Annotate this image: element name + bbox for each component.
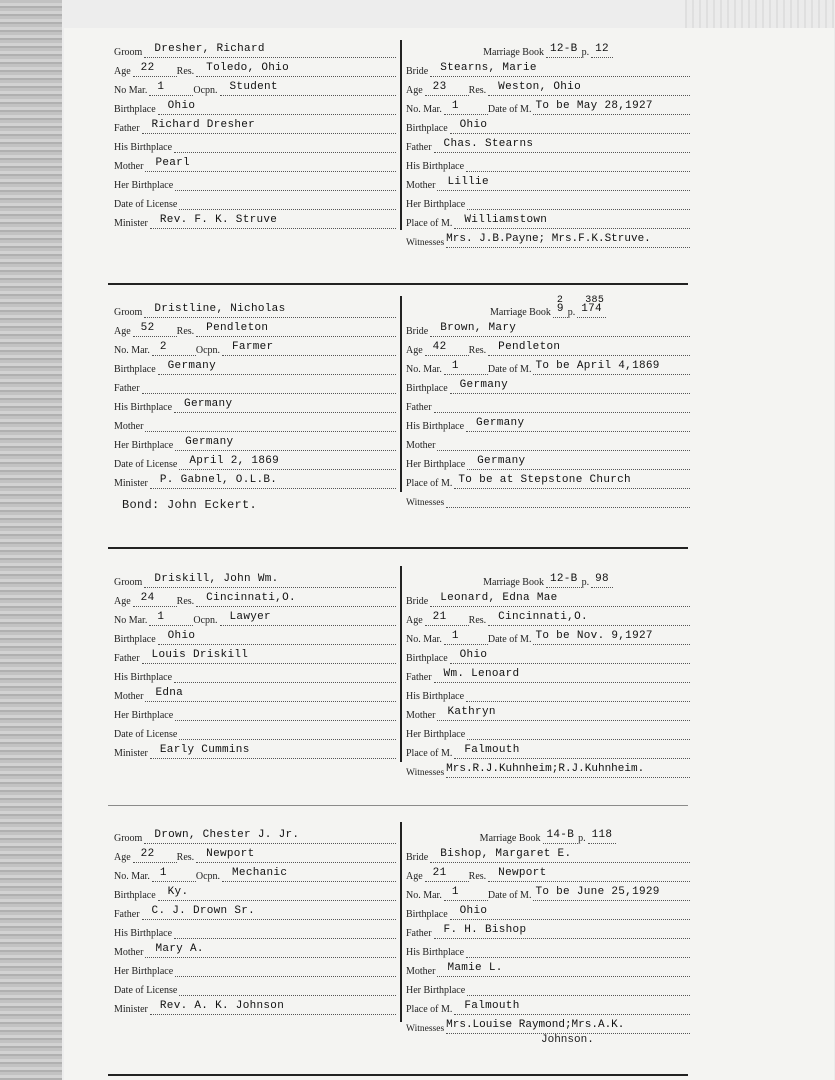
bride-birthplace: Ohio xyxy=(450,904,690,920)
groom-father-birthplace: Germany xyxy=(174,397,396,413)
witnesses-label: Witnesses xyxy=(406,768,445,778)
his-birthplace-label: His Birthplace xyxy=(406,421,465,432)
bride-age: 23 xyxy=(425,80,469,96)
groom-no-mar: 1 xyxy=(149,610,193,626)
minister-label: Minister xyxy=(114,478,148,489)
bride-mother: Lillie xyxy=(437,175,690,191)
groom-father xyxy=(142,378,396,394)
age-label: Age xyxy=(406,871,423,882)
her-birthplace-label: Her Birthplace xyxy=(406,199,466,210)
minister-name: Rev. A. K. Johnson xyxy=(150,999,396,1015)
mother-label: Mother xyxy=(114,421,144,432)
witnesses-label: Witnesses xyxy=(406,498,445,508)
bride-mother: Mamie L. xyxy=(437,961,690,977)
nomar-label: No. Mar. xyxy=(406,104,442,115)
age-label: Age xyxy=(114,852,131,863)
groom-name: Driskill, John Wm. xyxy=(144,572,396,588)
minister-label: Minister xyxy=(114,748,148,759)
her-birthplace-label: Her Birthplace xyxy=(114,440,174,451)
groom-mother xyxy=(145,416,396,432)
groom-birthplace: Ohio xyxy=(158,629,396,645)
minister-name: Early Cummins xyxy=(150,743,396,759)
groom-mother: Edna xyxy=(145,686,396,702)
his-birthplace-label: His Birthplace xyxy=(406,947,465,958)
record-separator xyxy=(108,547,688,549)
marriage-record xyxy=(108,40,688,248)
res-label: Res. xyxy=(176,852,195,863)
groom-residence: Pendleton xyxy=(196,321,396,337)
bride-residence: Newport xyxy=(488,866,690,882)
father-label: Father xyxy=(114,653,140,664)
nomar-label: No. Mar. xyxy=(114,871,150,882)
mother-label: Mother xyxy=(114,947,144,958)
groom-father-birthplace xyxy=(174,667,396,683)
bride-birthplace: Ohio xyxy=(450,648,690,664)
birthplace-label: Birthplace xyxy=(406,383,448,394)
bride-residence: Cincinnati,O. xyxy=(488,610,690,626)
groom-father: Louis Driskill xyxy=(142,648,396,664)
bride-father: Chas. Stearns xyxy=(434,137,690,153)
groom-label: Groom xyxy=(114,833,143,844)
bride-birthplace: Ohio xyxy=(450,118,690,134)
bride-mother xyxy=(437,435,690,451)
groom-occupation: Farmer xyxy=(222,340,396,356)
witnesses-label: Witnesses xyxy=(406,238,445,248)
license-date xyxy=(179,724,396,740)
age-label: Age xyxy=(406,345,423,356)
ocpn-label: Ocpn. xyxy=(193,85,218,96)
bride-age: 42 xyxy=(425,340,469,356)
groom-father-birthplace xyxy=(174,923,396,939)
groom-father: Richard Dresher xyxy=(142,118,396,134)
age-label: Age xyxy=(114,596,131,607)
groom-age: 52 xyxy=(133,321,177,337)
license-label: Date of License xyxy=(114,985,178,996)
res-label: Res. xyxy=(176,66,195,77)
bride-mother-birthplace: Germany xyxy=(467,454,690,470)
license-date xyxy=(179,194,396,210)
nomar-label: No. Mar. xyxy=(406,890,442,901)
groom-age: 22 xyxy=(133,847,177,863)
res-label: Res. xyxy=(468,615,487,626)
mother-label: Mother xyxy=(406,440,436,451)
marriage-book-page xyxy=(577,295,606,318)
record-separator xyxy=(108,1074,688,1076)
bride-father-birthplace: Germany xyxy=(466,416,690,432)
date-of-marriage: To be June 25,1929 xyxy=(533,885,690,901)
minister-name: Rev. F. K. Struve xyxy=(150,213,396,229)
his-birthplace-label: His Birthplace xyxy=(406,161,465,172)
bride-label: Bride xyxy=(406,596,429,607)
bride-no-mar: 1 xyxy=(444,99,488,115)
bride-label: Bride xyxy=(406,326,429,337)
date-of-marriage-label: Date of M. xyxy=(487,634,532,645)
father-label: Father xyxy=(406,928,432,939)
date-of-marriage: To be May 28,1927 xyxy=(533,99,690,115)
book-label: Marriage Book xyxy=(479,833,541,844)
father-label: Father xyxy=(406,142,432,153)
place-label: Place of M. xyxy=(406,218,453,229)
groom-label: Groom xyxy=(114,307,143,318)
date-of-marriage-label: Date of M. xyxy=(487,104,532,115)
date-of-marriage-label: Date of M. xyxy=(487,890,532,901)
age-label: Age xyxy=(406,85,423,96)
mother-label: Mother xyxy=(114,161,144,172)
groom-birthplace: Ky. xyxy=(158,885,396,901)
place-of-marriage: Williamstown xyxy=(454,213,690,229)
page-superscript: 385 xyxy=(585,295,605,306)
groom-mother-birthplace xyxy=(175,961,396,977)
birthplace-label: Birthplace xyxy=(406,123,448,134)
birthplace-label: Birthplace xyxy=(114,104,156,115)
groom-name: Dresher, Richard xyxy=(144,42,396,58)
license-label: Date of License xyxy=(114,729,178,740)
ocpn-label: Ocpn. xyxy=(193,615,218,626)
page-label: p. xyxy=(578,833,586,844)
father-label: Father xyxy=(406,672,432,683)
his-birthplace-label: His Birthplace xyxy=(114,142,173,153)
bride-father: F. H. Bishop xyxy=(434,923,690,939)
marriage-record xyxy=(108,566,688,778)
her-birthplace-label: Her Birthplace xyxy=(406,985,466,996)
column-divider xyxy=(400,40,402,230)
her-birthplace-label: Her Birthplace xyxy=(114,710,174,721)
place-label: Place of M. xyxy=(406,748,453,759)
witnesses: Mrs.Louise Raymond;Mrs.A.K. xyxy=(446,1018,690,1034)
res-label: Res. xyxy=(468,871,487,882)
groom-father: C. J. Drown Sr. xyxy=(142,904,396,920)
witnesses xyxy=(446,492,690,508)
groom-occupation: Mechanic xyxy=(222,866,396,882)
bride-mother-birthplace xyxy=(467,980,690,996)
place-of-marriage: Falmouth xyxy=(454,999,690,1015)
nomar-label: No Mar. xyxy=(114,615,148,626)
age-label: Age xyxy=(114,326,131,337)
license-date xyxy=(179,980,396,996)
bride-no-mar: 1 xyxy=(444,885,488,901)
groom-label: Groom xyxy=(114,577,143,588)
groom-no-mar: 1 xyxy=(149,80,193,96)
her-birthplace-label: Her Birthplace xyxy=(406,459,466,470)
license-label: Date of License xyxy=(114,459,178,470)
groom-no-mar: 1 xyxy=(152,866,196,882)
father-label: Father xyxy=(114,123,140,134)
his-birthplace-label: His Birthplace xyxy=(114,402,173,413)
witnesses-continued: Johnson. xyxy=(541,1034,594,1046)
her-birthplace-label: Her Birthplace xyxy=(406,729,466,740)
marriage-record xyxy=(108,295,688,512)
bride-mother: Kathryn xyxy=(437,705,690,721)
minister-label: Minister xyxy=(114,218,148,229)
bride-label: Bride xyxy=(406,852,429,863)
column-divider xyxy=(400,822,402,1022)
bride-no-mar: 1 xyxy=(444,359,488,375)
ocpn-label: Ocpn. xyxy=(195,871,221,882)
birthplace-label: Birthplace xyxy=(114,634,156,645)
bond-note: Bond: John Eckert. xyxy=(122,498,258,512)
record-separator xyxy=(108,805,688,806)
bride-label: Bride xyxy=(406,66,429,77)
groom-name: Dristline, Nicholas xyxy=(144,302,396,318)
nomar-label: No. Mar. xyxy=(406,364,442,375)
bride-name: Brown, Mary xyxy=(430,321,690,337)
bride-father xyxy=(434,397,690,413)
bride-father-birthplace xyxy=(466,156,690,172)
his-birthplace-label: His Birthplace xyxy=(114,672,173,683)
age-label: Age xyxy=(406,615,423,626)
groom-mother-birthplace: Germany xyxy=(175,435,396,451)
marriage-book-page: 12 xyxy=(591,42,613,58)
res-label: Res. xyxy=(176,326,195,337)
groom-no-mar: 2 xyxy=(152,340,196,356)
groom-birthplace: Germany xyxy=(158,359,396,375)
bride-name: Bishop, Margaret E. xyxy=(430,847,690,863)
his-birthplace-label: His Birthplace xyxy=(406,691,465,702)
bride-father-birthplace xyxy=(466,686,690,702)
marriage-book-value: 9 xyxy=(556,303,564,315)
groom-occupation: Student xyxy=(220,80,396,96)
birthplace-label: Birthplace xyxy=(114,364,156,375)
bride-father-birthplace xyxy=(466,942,690,958)
marriage-book-page-value: 174 xyxy=(581,303,602,315)
marriage-book xyxy=(553,295,568,318)
witnesses: Mrs.R.J.Kuhnheim;R.J.Kuhnheim. xyxy=(446,762,690,778)
date-of-marriage-label: Date of M. xyxy=(487,364,532,375)
groom-father-birthplace xyxy=(174,137,396,153)
record-separator xyxy=(108,283,688,285)
marriage-book: 12-B xyxy=(546,42,582,58)
bride-no-mar: 1 xyxy=(444,629,488,645)
father-label: Father xyxy=(114,909,140,920)
page-label: p. xyxy=(581,577,590,588)
her-birthplace-label: Her Birthplace xyxy=(114,966,174,977)
mother-label: Mother xyxy=(406,710,436,721)
minister-name: P. Gabnel, O.L.B. xyxy=(150,473,396,489)
groom-mother-birthplace xyxy=(175,705,396,721)
bride-residence: Pendleton xyxy=(488,340,690,356)
date-of-marriage: To be Nov. 9,1927 xyxy=(533,629,690,645)
ocpn-label: Ocpn. xyxy=(195,345,221,356)
groom-residence: Cincinnati,O. xyxy=(196,591,396,607)
mother-label: Mother xyxy=(114,691,144,702)
his-birthplace-label: His Birthplace xyxy=(114,928,173,939)
res-label: Res. xyxy=(176,596,195,607)
bride-name: Leonard, Edna Mae xyxy=(430,591,690,607)
bride-mother-birthplace xyxy=(467,194,690,210)
birthplace-label: Birthplace xyxy=(406,653,448,664)
father-label: Father xyxy=(114,383,140,394)
place-label: Place of M. xyxy=(406,1004,453,1015)
groom-mother-birthplace xyxy=(175,175,396,191)
bride-birthplace: Germany xyxy=(450,378,690,394)
groom-residence: Toledo, Ohio xyxy=(196,61,396,77)
age-label: Age xyxy=(114,66,131,77)
groom-birthplace: Ohio xyxy=(158,99,396,115)
place-label: Place of M. xyxy=(406,478,453,489)
birthplace-label: Birthplace xyxy=(406,909,448,920)
nomar-label: No Mar. xyxy=(114,85,148,96)
column-divider xyxy=(400,296,402,492)
page-label: p. xyxy=(567,307,576,318)
place-of-marriage: To be at Stepstone Church xyxy=(454,473,690,489)
bride-residence: Weston, Ohio xyxy=(488,80,690,96)
book-label: Marriage Book xyxy=(490,307,551,318)
book-label: Marriage Book xyxy=(483,47,544,58)
groom-residence: Newport xyxy=(196,847,396,863)
mother-label: Mother xyxy=(406,966,436,977)
marriage-book: 12-B xyxy=(546,572,582,588)
page-label: p. xyxy=(581,47,590,58)
groom-label: Groom xyxy=(114,47,143,58)
license-label: Date of License xyxy=(114,199,178,210)
date-of-marriage: To be April 4,1869 xyxy=(533,359,690,375)
column-divider xyxy=(400,566,402,762)
bride-name: Stearns, Marie xyxy=(430,61,690,77)
father-label: Father xyxy=(406,402,432,413)
marriage-record xyxy=(108,822,688,1046)
witnesses-label: Witnesses xyxy=(406,1024,445,1034)
groom-mother: Pearl xyxy=(145,156,396,172)
marriage-book: 14-B xyxy=(543,828,579,844)
groom-mother: Mary A. xyxy=(145,942,396,958)
bride-father: Wm. Lenoard xyxy=(434,667,690,683)
place-of-marriage: Falmouth xyxy=(454,743,690,759)
book-superscript: 2 xyxy=(556,295,564,306)
bride-age: 21 xyxy=(425,610,469,626)
groom-age: 24 xyxy=(133,591,177,607)
res-label: Res. xyxy=(468,345,487,356)
birthplace-label: Birthplace xyxy=(114,890,156,901)
nomar-label: No. Mar. xyxy=(114,345,150,356)
marriage-book-page: 118 xyxy=(588,828,617,844)
witnesses: Mrs. J.B.Payne; Mrs.F.K.Struve. xyxy=(446,232,690,248)
mother-label: Mother xyxy=(406,180,436,191)
groom-occupation: Lawyer xyxy=(220,610,396,626)
book-label: Marriage Book xyxy=(483,577,544,588)
minister-label: Minister xyxy=(114,1004,148,1015)
bride-age: 21 xyxy=(425,866,469,882)
her-birthplace-label: Her Birthplace xyxy=(114,180,174,191)
bride-mother-birthplace xyxy=(467,724,690,740)
nomar-label: No. Mar. xyxy=(406,634,442,645)
marriage-book-page: 98 xyxy=(591,572,613,588)
license-date: April 2, 1869 xyxy=(179,454,396,470)
res-label: Res. xyxy=(468,85,487,96)
groom-name: Drown, Chester J. Jr. xyxy=(144,828,396,844)
groom-age: 22 xyxy=(133,61,177,77)
scan-edge-left xyxy=(0,0,62,1080)
